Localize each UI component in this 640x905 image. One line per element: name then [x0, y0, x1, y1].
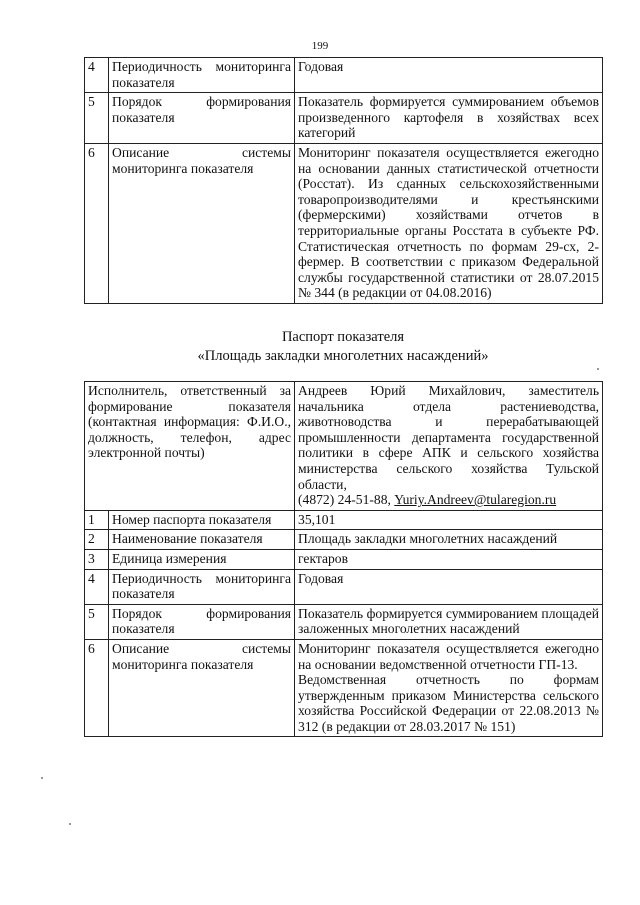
- indicator-table-continued: [84, 57, 603, 304]
- row-value: Годовая: [295, 58, 603, 93]
- row-number: 6: [85, 143, 109, 303]
- passport-table: [84, 381, 603, 737]
- executor-phone: (4872) 24-51-88,: [298, 492, 391, 508]
- table-row: [85, 569, 603, 604]
- row-number: 1: [85, 510, 109, 530]
- executor-label: Исполнитель, ответственный за формирование показателя (контактная информация: Ф.И.О., должность, телефон, адрес электронной почты): [85, 382, 295, 511]
- row-value: Показатель формируется суммированием площадей заложенных многолетних насаждений: [295, 604, 603, 639]
- row-number: 5: [85, 604, 109, 639]
- page-number: 199: [311, 40, 329, 52]
- row-value: Годовая: [295, 569, 603, 604]
- row-value-paragraph: Мониторинг показателя осуществляется ежегодно на основании ведомственной отчетности ГП-13.: [298, 640, 600, 672]
- executor-email-link[interactable]: Yuriy.Andreev@tularegion.ru: [394, 492, 557, 508]
- row-name: Порядок формирования показателя: [109, 93, 295, 144]
- row-name: Периодичность мониторинга показателя: [109, 569, 295, 604]
- row-name: Номер паспорта показателя: [109, 510, 295, 530]
- executor-row: [85, 382, 603, 511]
- passport-subtitle: «Площадь закладки многолетних насаждений»: [197, 348, 489, 364]
- row-value-paragraph: Ведомственная отчетность по формам утвержденным приказом Министерства сельского хозяйства Российской Федерации от 22.08.2013 № 312 (в редакции от 28.03.2017 № 151): [298, 672, 600, 734]
- row-value: 35,101: [295, 510, 603, 530]
- row-value: гектаров: [295, 549, 603, 569]
- row-name: Описание системы мониторинга показателя: [109, 143, 295, 303]
- row-value: Площадь закладки многолетних насаждений: [295, 530, 603, 550]
- passport-title: Паспорт показателя: [281, 329, 405, 345]
- executor-value: [295, 382, 603, 511]
- row-number: 4: [85, 569, 109, 604]
- table-row: [85, 58, 603, 93]
- row-name: Периодичность мониторинга показателя: [109, 58, 295, 93]
- row-number: 2: [85, 530, 109, 550]
- scan-speck: [41, 777, 43, 779]
- executor-name: Андреев Юрий Михайлович, заместитель начальника отдела растениеводства, животноводства и перерабатывающей промышленности департамента государственной политики в сфере АПК и сельского хозяйства министерства сельского хозяйства Тульской области,: [298, 383, 600, 492]
- row-number: 6: [85, 639, 109, 737]
- row-value: Показатель формируется суммированием объемов произведенного картофеля в хозяйствах всех категорий: [295, 93, 603, 144]
- row-name: Наименование показателя: [109, 530, 295, 550]
- table-row: [85, 639, 603, 737]
- table-row: [85, 604, 603, 639]
- table-row: [85, 143, 603, 303]
- row-value: Мониторинг показателя осуществляется ежегодно на основании данных статистической отчетности (Росстат). Из сданных сельскохозяйственными товаропроизводителями и крестьянскими (фермерскими) хозяйствами отчетов в территориальные органы Росстата в субъекте РФ. Статистическая отчетность по формам 29-сх, 2-фермер. В соответствии с приказом Федеральной службы государственной статистики от 28.07.2015 № 344 (в редакции от 04.08.2016): [295, 143, 603, 303]
- row-name: Порядок формирования показателя: [109, 604, 295, 639]
- scan-speck: [69, 823, 71, 825]
- row-number: 5: [85, 93, 109, 144]
- row-value: [295, 639, 603, 737]
- table-row: [85, 549, 603, 569]
- row-name: Единица измерения: [109, 549, 295, 569]
- table-row: [85, 530, 603, 550]
- table-row: [85, 510, 603, 530]
- row-name: Описание системы мониторинга показателя: [109, 639, 295, 737]
- row-number: 3: [85, 549, 109, 569]
- row-number: 4: [85, 58, 109, 93]
- scan-speck: [597, 368, 599, 370]
- table-row: [85, 93, 603, 144]
- passport-heading: [84, 328, 602, 366]
